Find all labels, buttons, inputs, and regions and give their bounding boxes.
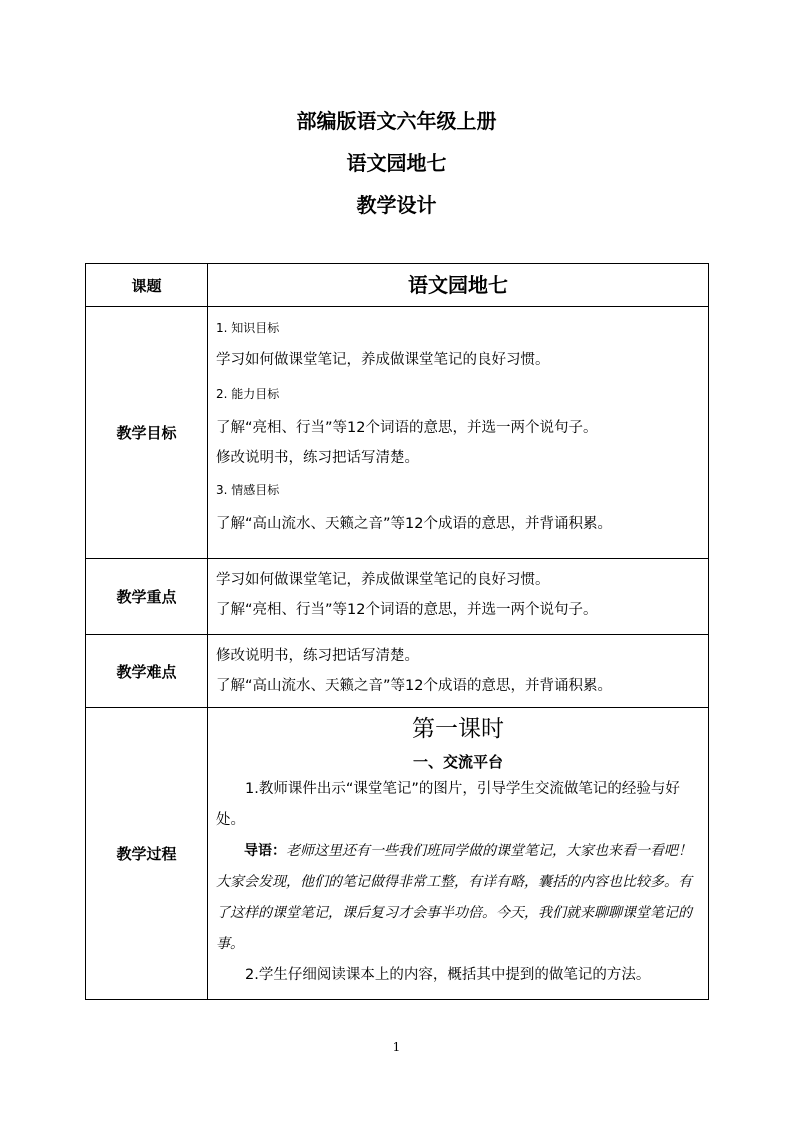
keypoints-cell (208, 559, 709, 635)
guide-text: 老师这里还有一些我们班同学做的课堂笔记，大家也来看一看吧！大家会发现，他们的笔记做得非常工整，有详有略，囊括的内容也比较多。有了这样的课堂笔记，课后复习才会事半功倍。今天，我们就来聊聊课堂笔记的事。 (216, 843, 692, 952)
lesson-title: 第一课时 (412, 716, 504, 742)
topic-label: 课题 (86, 264, 208, 307)
topic-value: 语文园地七 (408, 273, 508, 297)
document-title-block (0, 100, 793, 226)
keypoints-label: 教学重点 (86, 559, 208, 635)
keypoint-line-1: 学习如何做课堂笔记，养成做课堂笔记的良好习惯。 (216, 572, 550, 588)
goal-knowledge-heading: 1. 知识目标 (216, 321, 280, 335)
table-row-difficulties (86, 635, 709, 708)
document-type: 教学设计 (356, 193, 437, 217)
goal-emotion-text: 了解“高山流水、天籁之音”等12个成语的意思，并背诵积累。 (216, 516, 612, 532)
process-step-1: 1.教师课件出示“课堂笔记”的图片，引导学生交流做笔记的经验与好处。 (216, 781, 680, 828)
goal-ability-text-2: 修改说明书，练习把话写清楚。 (216, 450, 419, 466)
document-subtitle: 语文园地七 (346, 151, 447, 175)
process-step-2: 2.学生仔细阅读课本上的内容，概括其中提到的做笔记的方法。 (245, 967, 651, 983)
guide-paragraph (216, 836, 700, 960)
goals-label: 教学目标 (86, 307, 208, 559)
table-row-goals (86, 307, 709, 559)
goals-cell (208, 307, 709, 559)
process-label: 教学过程 (86, 708, 208, 1000)
goal-ability-heading: 2. 能力目标 (216, 387, 280, 401)
table-row-keypoints (86, 559, 709, 635)
goal-ability-text-1: 了解“亮相、行当”等12个词语的意思，并选一两个说句子。 (216, 420, 598, 436)
section-heading: 一、交流平台 (412, 753, 503, 771)
table-row-process (86, 708, 709, 1000)
goal-knowledge-text: 学习如何做课堂笔记，养成做课堂笔记的良好习惯。 (216, 352, 550, 368)
keypoint-line-2: 了解“亮相、行当”等12个词语的意思，并选一两个说句子。 (216, 602, 598, 618)
difficulty-line-2: 了解“高山流水、天籁之音”等12个成语的意思，并背诵积累。 (216, 678, 612, 694)
guide-label: 导语： (244, 843, 286, 859)
table-row-topic (86, 264, 709, 307)
topic-cell (208, 264, 709, 307)
difficulties-label: 教学难点 (86, 635, 208, 708)
difficulty-line-1: 修改说明书，练习把话写清楚。 (216, 648, 419, 664)
page-number: 1 (392, 1040, 401, 1054)
document-title: 部编版语文六年级上册 (296, 109, 497, 133)
lesson-plan-table (85, 263, 709, 1000)
process-cell (208, 708, 709, 1000)
difficulties-cell (208, 635, 709, 708)
goal-emotion-heading: 3. 情感目标 (216, 483, 280, 497)
